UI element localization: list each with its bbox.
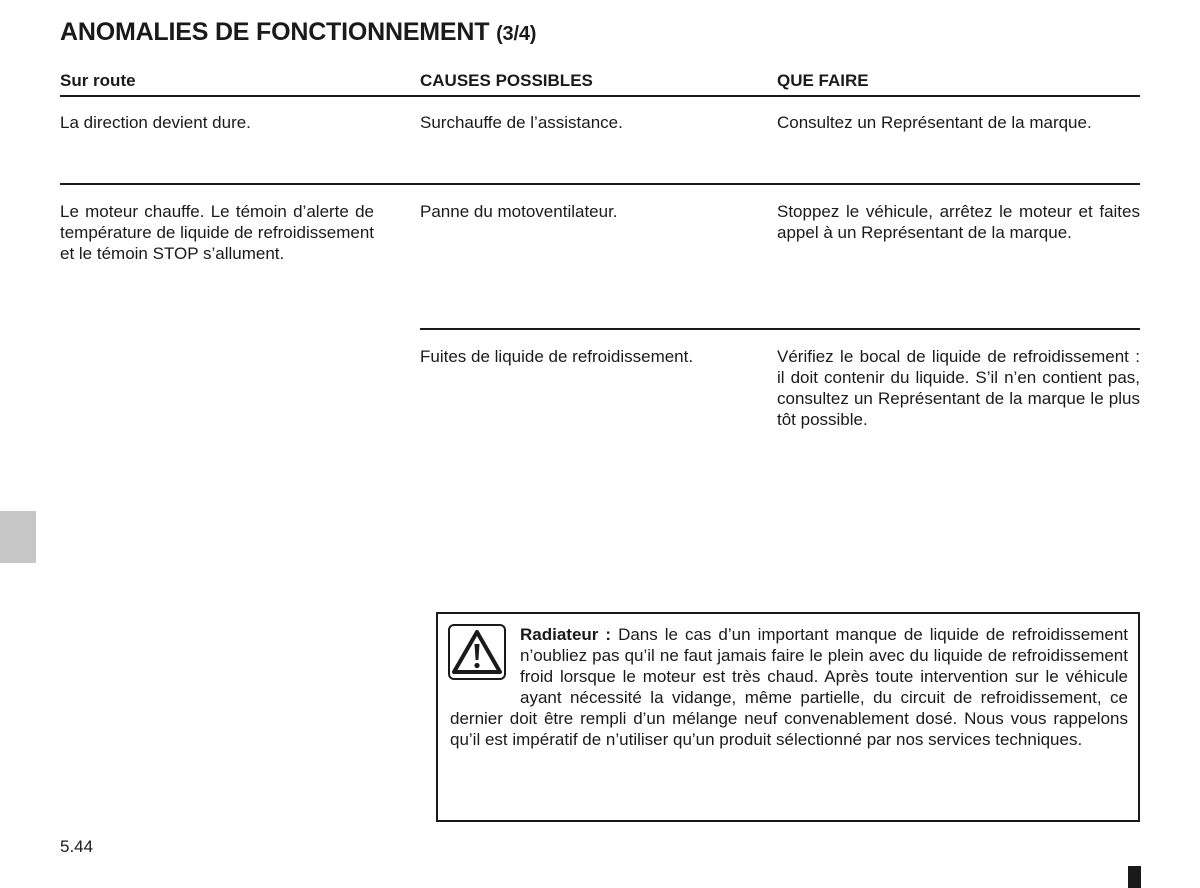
column-header-symptom: Sur route (60, 71, 136, 90)
page-title-text: ANOMALIES DE FONCTIONNEMENT (60, 18, 490, 46)
row-divider-1 (60, 183, 1140, 185)
row3-action: Vérifiez le bocal de liquide de refroidissement : il doit contenir du liquide. S’il n’en contient pas, consultez un Représentant de la marque le plus tôt possible. (777, 347, 1140, 429)
page-title (60, 18, 536, 47)
row-divider-2 (420, 328, 1140, 330)
header-rule (60, 95, 1140, 97)
warning-label: Radiateur : (520, 625, 612, 644)
row3-cause: Fuites de liquide de refroidissement. (420, 347, 694, 366)
row1-symptom: La direction devient dure. (60, 113, 251, 132)
page-edge-marker (1128, 866, 1141, 888)
column-header-actions: QUE FAIRE (777, 71, 869, 90)
column-header-causes: CAUSES POSSIBLES (420, 71, 593, 90)
row1-action: Consultez un Représentant de la marque. (777, 113, 1092, 132)
page-title-suffix: (3/4) (496, 23, 537, 45)
page-number: 5.44 (60, 837, 94, 856)
warning-body: Dans le cas d’un important manque de liquide de refroidissement n’oubliez pas qu’il ne faut jamais faire le plein avec du liquide de refroidissement froid lorsque le moteur est très chaud. Après toute intervention sur le véhicule ayant nécessité la vidange, même partielle, du circuit de refroidissement, ce dernier doit être rempli d’un mélange neuf convenablement dosé. Nous vous rappelons qu’il est impératif de n’utiliser qu’un produit sélectionné par nos services techniques. (450, 625, 1129, 749)
warning-box (436, 612, 1140, 822)
row2-cause: Panne du motoventilateur. (420, 202, 618, 221)
row1-cause: Surchauffe de l’assistance. (420, 113, 623, 132)
row2-symptom: Le moteur chauffe. Le témoin d’alerte de température de liquide de refroidissement et le témoin STOP s’allument. (60, 202, 374, 263)
warning-text (450, 624, 1128, 750)
row2-action: Stoppez le véhicule, arrêtez le moteur et faites appel à un Représentant de la marque. (777, 202, 1140, 242)
chapter-tab-marker (0, 511, 36, 563)
